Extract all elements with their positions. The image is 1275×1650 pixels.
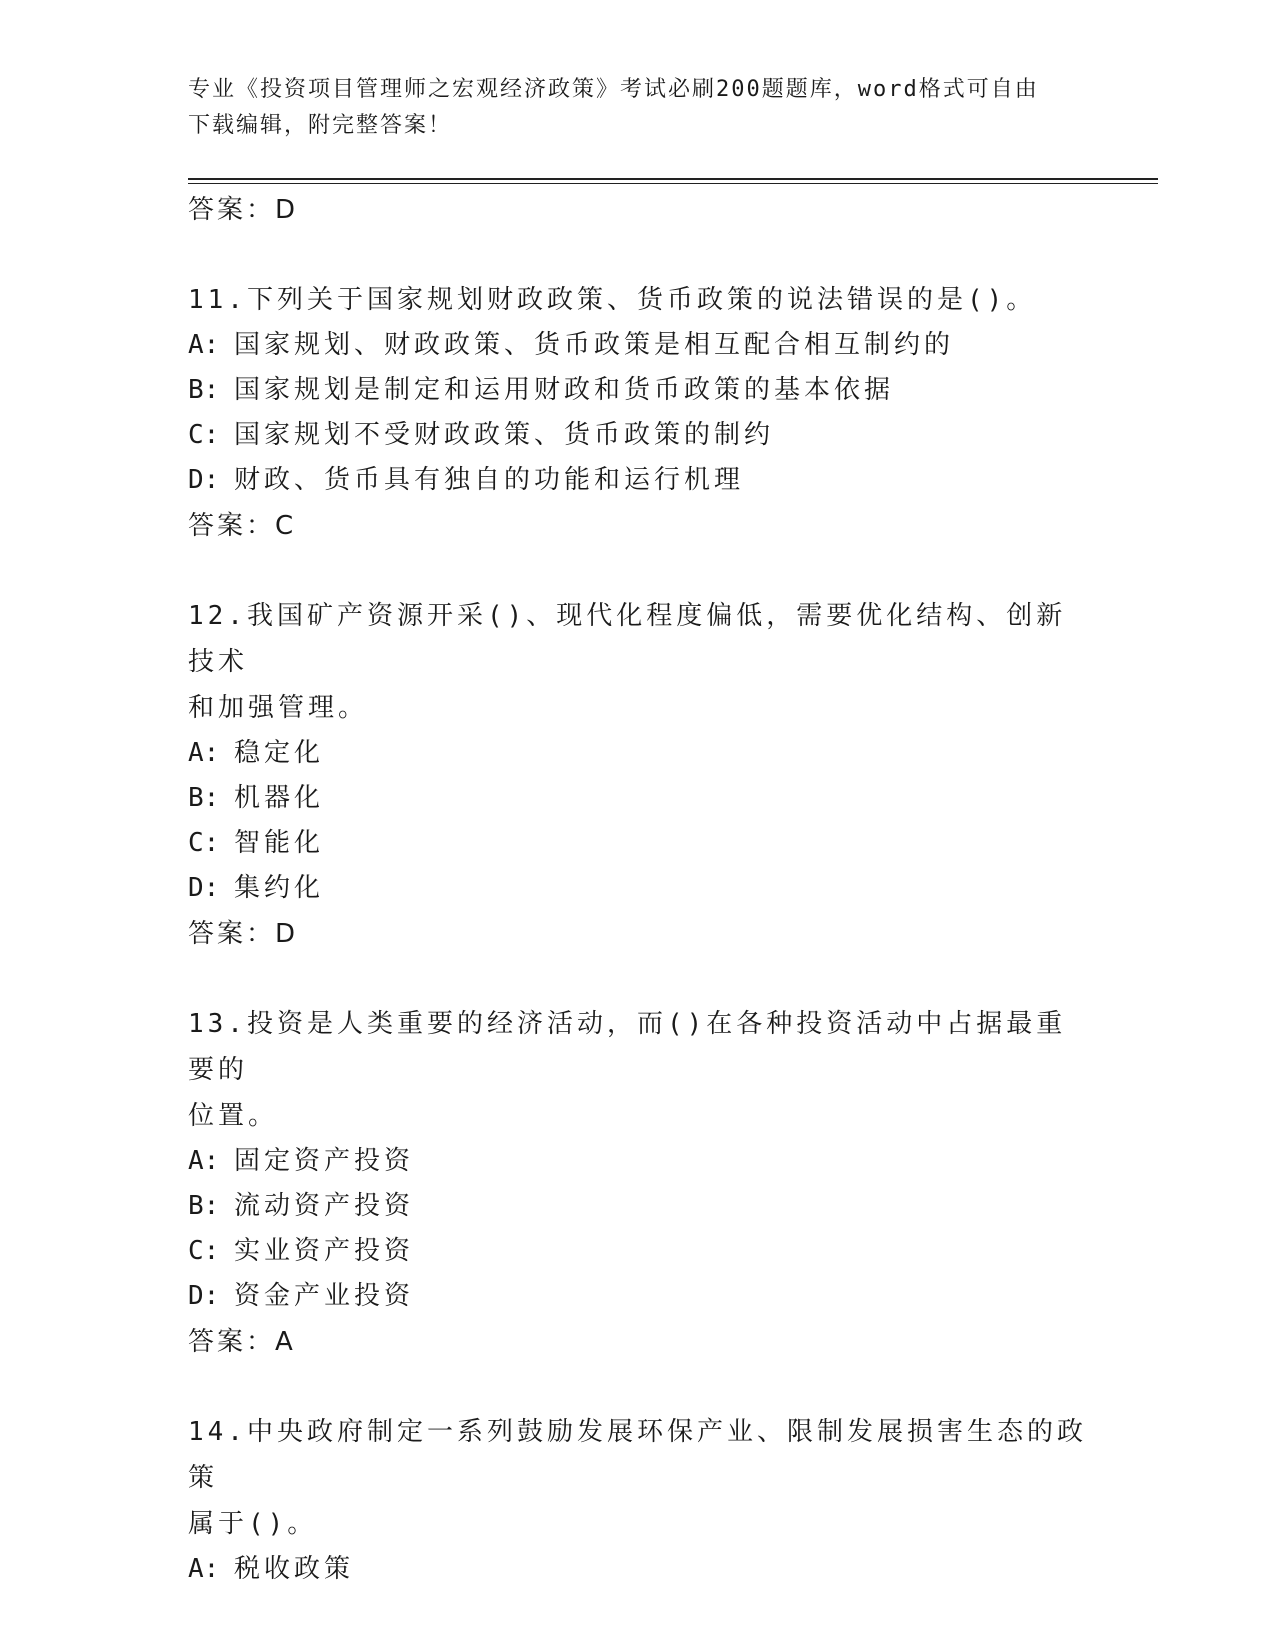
question-13 <box>188 1001 1088 1365</box>
option-text: 智能化 <box>234 828 325 858</box>
option-b <box>188 776 1088 821</box>
answer-line: 答案：A <box>188 1327 296 1357</box>
question-12 <box>188 593 1088 957</box>
question-11 <box>188 277 1088 549</box>
option-text: 流动资产投资 <box>234 1191 415 1221</box>
question-text: 11.下列关于国家规划财政政策、货币政策的说法错误的是()。 <box>188 285 1037 315</box>
option-letter: A: <box>188 1146 220 1176</box>
option-d <box>188 866 1088 911</box>
header-divider-thick <box>188 178 1158 180</box>
option-b <box>188 368 1088 413</box>
question-text-line-1: 13.投资是人类重要的经济活动，而()在各种投资活动中占据最重要的 <box>188 1009 1067 1085</box>
option-letter: A: <box>188 330 220 360</box>
option-letter: D: <box>188 873 220 903</box>
option-text: 国家规划、财政政策、货币政策是相互配合相互制约的 <box>234 330 955 360</box>
option-letter: D: <box>188 465 220 495</box>
option-letter: B: <box>188 375 220 405</box>
option-letter: A: <box>188 1554 220 1584</box>
option-c <box>188 821 1088 866</box>
option-letter: C: <box>188 1236 220 1266</box>
option-b <box>188 1184 1088 1229</box>
option-text: 集约化 <box>234 873 325 903</box>
option-a <box>188 1139 1088 1184</box>
option-text: 机器化 <box>234 783 325 813</box>
answer-line: 答案：C <box>188 511 297 541</box>
header-divider-thin <box>188 183 1158 184</box>
option-letter: A: <box>188 738 220 768</box>
question-14 <box>188 1409 1088 1592</box>
answer-line: 答案：D <box>188 919 299 949</box>
answer-line: 答案：D <box>188 195 299 225</box>
option-text: 国家规划不受财政政策、货币政策的制约 <box>234 420 775 450</box>
header-line-1: 专业《投资项目管理师之宏观经济政策》考试必刷200题题库，word格式可自由 <box>188 77 1039 102</box>
option-letter: D: <box>188 1281 220 1311</box>
option-a <box>188 1547 1088 1592</box>
document-header <box>188 72 1068 144</box>
question-text-line-1: 12.我国矿产资源开采()、现代化程度偏低，需要优化结构、创新技术 <box>188 601 1067 677</box>
option-a <box>188 731 1088 776</box>
option-text: 财政、货币具有独自的功能和运行机理 <box>234 465 745 495</box>
option-text: 固定资产投资 <box>234 1146 415 1176</box>
option-text: 税收政策 <box>234 1554 355 1584</box>
question-text-line-2: 和加强管理。 <box>188 693 369 723</box>
question-text-line-2: 位置。 <box>188 1101 279 1131</box>
header-line-2: 下载编辑，附完整答案！ <box>188 113 453 138</box>
option-d <box>188 458 1088 503</box>
document-body <box>188 187 1088 1592</box>
option-a <box>188 323 1088 368</box>
option-c <box>188 1229 1088 1274</box>
question-text-line-1: 14.中央政府制定一系列鼓励发展环保产业、限制发展损害生态的政策 <box>188 1417 1087 1493</box>
question-text-line-2: 属于()。 <box>188 1509 318 1539</box>
option-c <box>188 413 1088 458</box>
option-letter: B: <box>188 1191 220 1221</box>
option-text: 稳定化 <box>234 738 325 768</box>
option-letter: C: <box>188 420 220 450</box>
option-text: 实业资产投资 <box>234 1236 415 1266</box>
option-letter: B: <box>188 783 220 813</box>
option-letter: C: <box>188 828 220 858</box>
option-text: 资金产业投资 <box>234 1281 415 1311</box>
option-text: 国家规划是制定和运用财政和货币政策的基本依据 <box>234 375 895 405</box>
option-d <box>188 1274 1088 1319</box>
